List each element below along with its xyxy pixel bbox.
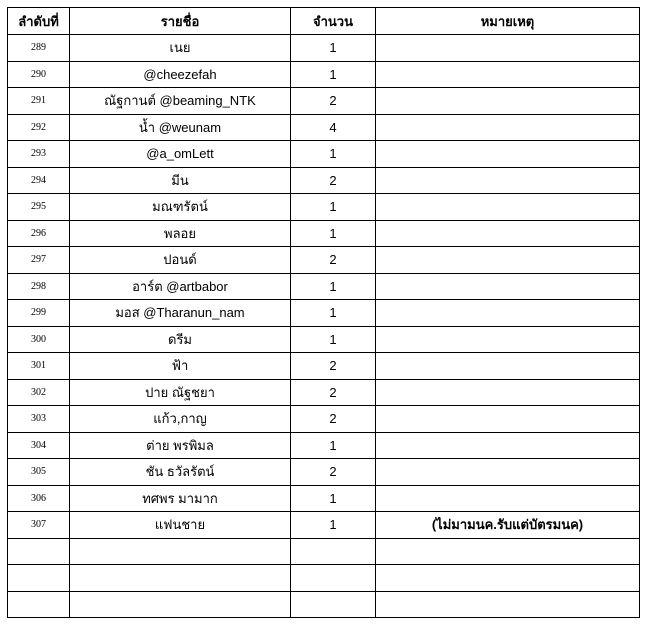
row-quantity: 1 [291, 326, 376, 353]
table-row [8, 432, 640, 459]
row-quantity: 2 [291, 379, 376, 406]
row-number: 307 [8, 512, 70, 539]
row-quantity: 1 [291, 512, 376, 539]
row-name: แฟนชาย [70, 512, 291, 539]
row-name: แก้ว,กาญ [70, 406, 291, 433]
row-quantity: 1 [291, 220, 376, 247]
row-name: ฟ้า [70, 353, 291, 380]
table-row [8, 459, 640, 486]
row-note: (ไม่มามนค.รับแต่บัตรมนค) [376, 512, 640, 539]
row-name: ต่าย พรพิมล [70, 432, 291, 459]
row-number: 290 [8, 61, 70, 88]
row-name: @a_omLett [70, 141, 291, 168]
row-quantity: 1 [291, 273, 376, 300]
row-name: มณฑรัตน์ [70, 194, 291, 221]
table-row [8, 273, 640, 300]
row-number: 303 [8, 406, 70, 433]
row-name: มีน [70, 167, 291, 194]
row-number: 295 [8, 194, 70, 221]
row-note [376, 300, 640, 327]
row-quantity: 2 [291, 247, 376, 274]
row-note [376, 35, 640, 62]
row-note [376, 432, 640, 459]
row-name: @cheezefah [70, 61, 291, 88]
row-quantity: 2 [291, 353, 376, 380]
table-row [8, 406, 640, 433]
row-note [376, 406, 640, 433]
row-quantity: 2 [291, 88, 376, 115]
attendee-table [7, 7, 640, 618]
row-number: 292 [8, 114, 70, 141]
row-note [376, 194, 640, 221]
row-name [70, 538, 291, 565]
row-note [376, 61, 640, 88]
table-row [8, 35, 640, 62]
row-note [376, 485, 640, 512]
row-number: 297 [8, 247, 70, 274]
table-row [8, 194, 640, 221]
row-note [376, 273, 640, 300]
row-number: 301 [8, 353, 70, 380]
row-number: 296 [8, 220, 70, 247]
table-row [8, 485, 640, 512]
header-quantity: จำนวน [291, 8, 376, 35]
table-body [8, 35, 640, 618]
row-name: ดรีม [70, 326, 291, 353]
row-quantity: 1 [291, 300, 376, 327]
row-note [376, 565, 640, 592]
table-row [8, 114, 640, 141]
row-quantity: 1 [291, 485, 376, 512]
row-name: ชัน ธวัลรัตน์ [70, 459, 291, 486]
row-quantity: 1 [291, 141, 376, 168]
table-row [8, 141, 640, 168]
header-note: หมายเหตุ [376, 8, 640, 35]
row-note [376, 379, 640, 406]
row-quantity: 1 [291, 61, 376, 88]
row-quantity [291, 591, 376, 618]
table-row [8, 538, 640, 565]
table-row [8, 512, 640, 539]
row-name: ปอนด์ [70, 247, 291, 274]
row-number: 306 [8, 485, 70, 512]
row-quantity [291, 565, 376, 592]
row-name: พลอย [70, 220, 291, 247]
row-number: 293 [8, 141, 70, 168]
table-row [8, 565, 640, 592]
row-name: ทศพร มามาก [70, 485, 291, 512]
row-name: ณัฐกานต์ @beaming_NTK [70, 88, 291, 115]
table-row [8, 61, 640, 88]
row-quantity: 2 [291, 459, 376, 486]
row-note [376, 326, 640, 353]
table-row [8, 353, 640, 380]
row-number [8, 591, 70, 618]
row-number [8, 565, 70, 592]
table-row [8, 88, 640, 115]
row-quantity: 1 [291, 432, 376, 459]
table-row [8, 300, 640, 327]
row-note [376, 88, 640, 115]
row-note [376, 538, 640, 565]
row-quantity [291, 538, 376, 565]
table-row [8, 326, 640, 353]
row-number: 299 [8, 300, 70, 327]
row-number: 302 [8, 379, 70, 406]
header-row [8, 8, 640, 35]
table-row [8, 247, 640, 274]
row-quantity: 2 [291, 406, 376, 433]
row-quantity: 1 [291, 35, 376, 62]
row-name [70, 565, 291, 592]
row-note [376, 353, 640, 380]
row-number: 291 [8, 88, 70, 115]
row-note [376, 591, 640, 618]
row-number: 300 [8, 326, 70, 353]
row-number: 304 [8, 432, 70, 459]
row-note [376, 220, 640, 247]
row-number [8, 538, 70, 565]
row-name [70, 591, 291, 618]
row-name: มอส @Tharanun_nam [70, 300, 291, 327]
row-name: อาร์ต @artbabor [70, 273, 291, 300]
row-name: เนย [70, 35, 291, 62]
row-number: 298 [8, 273, 70, 300]
row-note [376, 459, 640, 486]
table-row [8, 591, 640, 618]
table-row [8, 220, 640, 247]
row-note [376, 247, 640, 274]
row-quantity: 4 [291, 114, 376, 141]
row-number: 294 [8, 167, 70, 194]
header-name: รายชื่อ [70, 8, 291, 35]
row-name: น้ำ @weunam [70, 114, 291, 141]
row-note [376, 141, 640, 168]
row-quantity: 1 [291, 194, 376, 221]
header-order: ลำดับที่ [8, 8, 70, 35]
row-number: 289 [8, 35, 70, 62]
row-name: ปาย ณัฐชยา [70, 379, 291, 406]
table-row [8, 167, 640, 194]
row-number: 305 [8, 459, 70, 486]
table-row [8, 379, 640, 406]
row-note [376, 167, 640, 194]
row-quantity: 2 [291, 167, 376, 194]
row-note [376, 114, 640, 141]
